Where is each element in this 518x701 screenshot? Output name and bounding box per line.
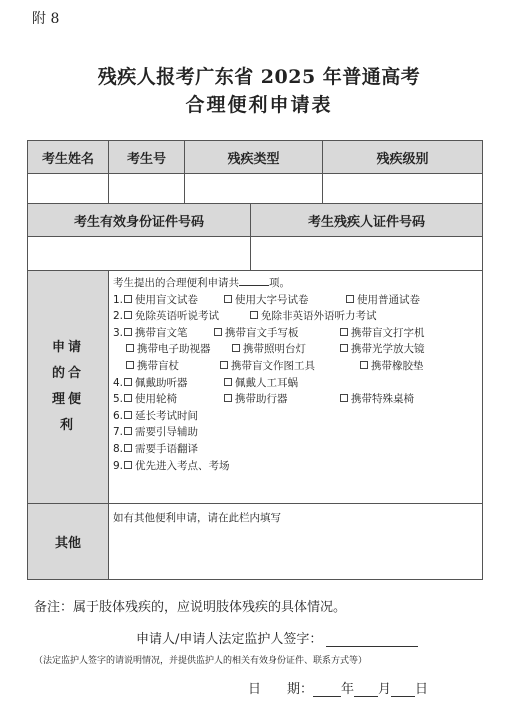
option-label: 携带盲文打字机 xyxy=(351,326,425,339)
remark-text: 备注：属于肢体残疾的，应说明肢体残疾的具体情况。 xyxy=(34,600,347,615)
option-row xyxy=(113,458,482,475)
option-number: 5. xyxy=(113,393,124,406)
reasonable-accommodation-label xyxy=(28,270,108,503)
section-label-line: 理便 xyxy=(51,392,84,407)
checkbox[interactable] xyxy=(250,311,258,319)
request-count-field[interactable] xyxy=(239,275,269,286)
section-label-line: 利 xyxy=(59,418,76,433)
option-number: 7. xyxy=(113,426,124,439)
option-number: 2. xyxy=(113,310,124,323)
disability-level-field[interactable] xyxy=(322,173,482,203)
checkbox[interactable] xyxy=(340,328,348,336)
checkbox[interactable] xyxy=(214,328,222,336)
form-title-line2: 合理便利申请表 xyxy=(185,94,333,116)
option-label: 携带盲文手写板 xyxy=(225,326,299,339)
checkbox[interactable] xyxy=(224,378,232,386)
option-row xyxy=(113,308,482,325)
option-number: 4. xyxy=(113,376,124,389)
request-count-suffix: 项。 xyxy=(269,277,290,289)
checkbox[interactable] xyxy=(340,394,348,402)
option-row xyxy=(113,441,482,458)
option-number: 6. xyxy=(113,409,124,422)
signature-label: 申请人/申请人法定监护人签字： xyxy=(136,632,323,647)
month-label: 月 xyxy=(378,682,392,697)
other-requests-field[interactable] xyxy=(108,503,482,579)
checkbox[interactable] xyxy=(124,461,132,469)
option-label: 使用盲文试卷 xyxy=(135,293,199,306)
checkbox[interactable] xyxy=(124,411,132,419)
request-count-prefix: 考生提出的合理便利申请共 xyxy=(113,277,239,289)
option-row xyxy=(113,424,482,441)
guardian-note: （法定监护人签字的请说明情况，并提供监护人的相关有效身份证件、联系方式等） xyxy=(34,656,368,666)
option-label: 携带橡胶垫 xyxy=(371,359,424,372)
checkbox[interactable] xyxy=(346,295,354,303)
header-disability-level: 残疾级别 xyxy=(322,141,482,173)
option-label: 携带照明台灯 xyxy=(243,343,306,356)
option-number: 1. xyxy=(113,293,124,306)
application-form-table xyxy=(27,140,483,580)
other-label: 其他 xyxy=(28,503,108,579)
option-label: 携带盲文笔 xyxy=(135,326,188,339)
option-label: 携带特殊桌椅 xyxy=(351,393,414,406)
id-number-field[interactable] xyxy=(28,236,250,270)
option-label: 需要引导辅助 xyxy=(135,426,199,439)
month-field[interactable] xyxy=(354,683,378,697)
option-row xyxy=(113,325,482,342)
option-label: 免除非英语外语听力考试 xyxy=(261,310,377,323)
checkbox[interactable] xyxy=(126,344,134,352)
signature-field[interactable] xyxy=(326,632,418,647)
header-id-number: 考生有效身份证件号码 xyxy=(28,203,250,236)
checkbox[interactable] xyxy=(124,444,132,452)
option-label: 佩戴人工耳蜗 xyxy=(235,376,298,389)
candidate-number-field[interactable] xyxy=(108,173,184,203)
disability-certificate-field[interactable] xyxy=(250,236,482,270)
option-row xyxy=(113,358,482,375)
section-label-line: 的合 xyxy=(51,366,84,381)
option-label: 佩戴助听器 xyxy=(135,376,188,389)
option-number: 8. xyxy=(113,442,124,455)
option-label: 延长考试时间 xyxy=(135,409,199,422)
option-label: 优先进入考点、考场 xyxy=(135,459,230,472)
option-label: 携带光学放大镜 xyxy=(351,343,425,356)
option-label: 使用轮椅 xyxy=(135,393,178,406)
option-label: 免除英语听说考试 xyxy=(135,310,220,323)
header-disability-certificate: 考生残疾人证件号码 xyxy=(250,203,482,236)
checkbox[interactable] xyxy=(340,344,348,352)
option-label: 使用普通试卷 xyxy=(357,293,420,306)
checkbox[interactable] xyxy=(124,394,132,402)
option-row xyxy=(113,408,482,425)
checkbox[interactable] xyxy=(124,427,132,435)
option-label: 需要手语翻译 xyxy=(135,442,199,455)
day-field[interactable] xyxy=(391,683,415,697)
year-label: 年 xyxy=(341,682,355,697)
header-candidate-number: 考生号 xyxy=(108,141,184,173)
option-label: 携带电子助视器 xyxy=(137,343,211,356)
checkbox[interactable] xyxy=(220,361,228,369)
date-label: 日 期： xyxy=(248,682,314,697)
option-number: 9. xyxy=(113,459,124,472)
header-candidate-name: 考生姓名 xyxy=(28,141,108,173)
candidate-name-field[interactable] xyxy=(28,173,108,203)
option-row xyxy=(113,391,482,408)
option-label: 携带盲杖 xyxy=(137,359,179,372)
checkbox[interactable] xyxy=(124,311,132,319)
accommodation-options xyxy=(108,270,482,503)
option-label: 使用大字号试卷 xyxy=(235,293,309,306)
option-label: 携带助行器 xyxy=(235,393,288,406)
year-field[interactable] xyxy=(313,683,341,697)
date-row xyxy=(248,678,428,697)
disability-type-field[interactable] xyxy=(184,173,322,203)
option-number: 3. xyxy=(113,326,124,339)
checkbox[interactable] xyxy=(224,394,232,402)
option-row xyxy=(113,341,482,358)
checkbox[interactable] xyxy=(224,295,232,303)
attachment-label: 附 8 xyxy=(32,11,60,27)
other-requests-hint: 如有其他便利申请，请在此栏内填写 xyxy=(113,512,281,524)
checkbox[interactable] xyxy=(126,361,134,369)
section-label-line: 申请 xyxy=(51,340,84,355)
checkbox[interactable] xyxy=(360,361,368,369)
option-row xyxy=(113,292,482,309)
checkbox[interactable] xyxy=(232,344,240,352)
signature-row xyxy=(136,628,418,647)
day-label: 日 xyxy=(415,682,429,697)
request-count-line xyxy=(113,275,482,292)
header-disability-type: 残疾类型 xyxy=(184,141,322,173)
checkbox[interactable] xyxy=(124,295,132,303)
option-row xyxy=(113,375,482,392)
option-label: 携带盲文作图工具 xyxy=(231,359,315,372)
form-title-line1: 残疾人报考广东省 2025 年普通高考 xyxy=(97,66,421,88)
checkbox[interactable] xyxy=(124,328,132,336)
checkbox[interactable] xyxy=(124,378,132,386)
